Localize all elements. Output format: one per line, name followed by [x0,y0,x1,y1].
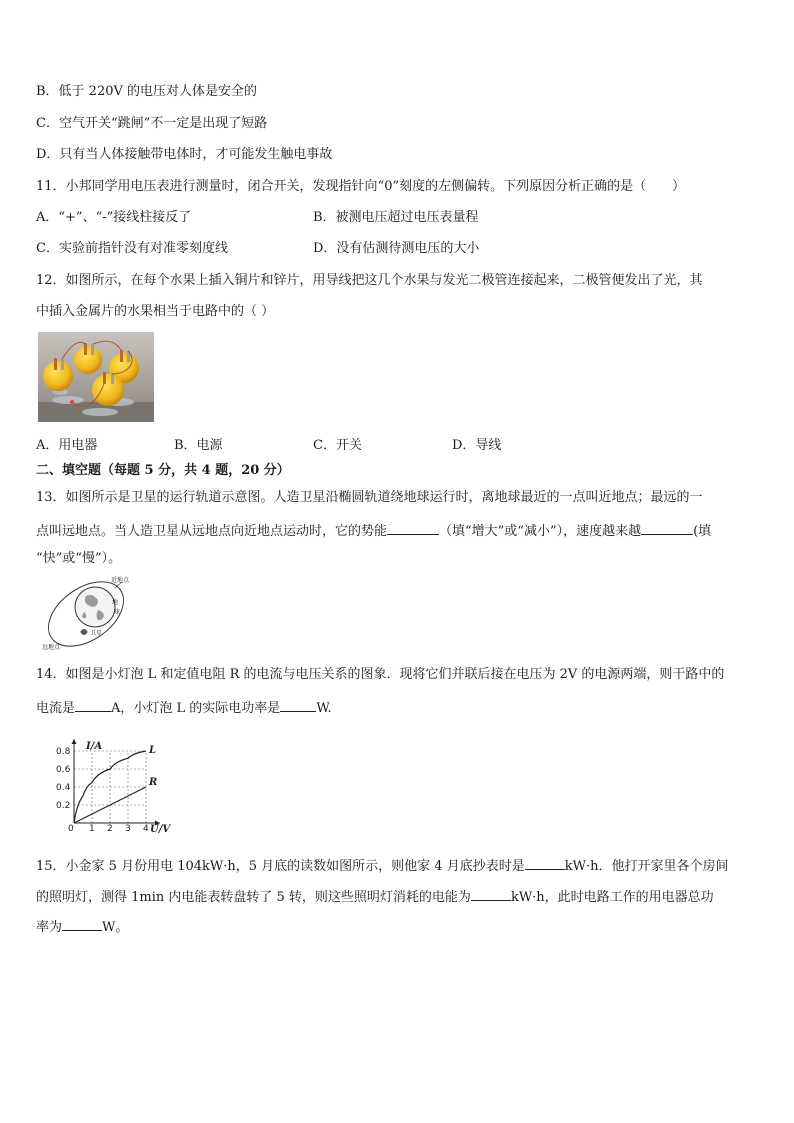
q12-stem-line1: 12．如图所示，在每个水果上插入铜片和锌片，用导线把这几个水果与发光二极管连接起来，二极管便发出了光，其 [36,273,703,288]
satellite-orbit-diagram [40,572,142,652]
q15-text-f: W。 [102,920,129,935]
chart-series [74,745,157,823]
q12-option-c: C．开关 [313,438,362,453]
x-tick-2: 2 [107,824,113,834]
q12-option-d: D．导线 [452,438,502,453]
q11-stem: 11．小邦同学用电压表进行测量时，闭合开关，发现指针向“0”刻度的左侧偏转。下列原因分析正确的是（ ） [36,179,686,194]
section-2-title: 二、填空题（每题 5 分，共 4 题，20 分） [36,463,290,478]
chart-axes [72,739,161,826]
x-tick-3: 3 [125,824,131,834]
q13-text-b: （填“增大”或“减小”），速度越来越 [439,524,642,539]
q12-option-b: B．电源 [174,438,223,453]
q11-option-a: A．“+”、“-”接线柱接反了 [36,210,192,225]
q15-line1 [36,856,728,875]
q14-line1: 14．如图是小灯泡 L 和定值电阻 R 的电流与电压关系的图象．现将它们并联后接在电压为 2V 的电源两端，则干路中的 [36,667,725,682]
q15-blank-1[interactable] [525,856,565,870]
y-axis-arrow [72,739,77,744]
q10-option-b: B．低于 220V 的电压对人体是安全的 [36,84,258,99]
x-tick-4: 4 [143,824,149,834]
y-tick-2: 0.6 [56,765,71,775]
chart-ticks [56,747,149,834]
satellite-label: 卫星 [90,630,103,637]
q11-option-b: B．被测电压超过电压表量程 [313,210,479,225]
far-point-label: 远地点 [42,644,61,651]
q13-text-c: (填 [693,524,712,539]
q14-text-a: 电流是 [36,701,76,716]
q14-text-b: A，小灯泡 L 的实际电功率是 [111,701,281,716]
q13-blank-1[interactable] [387,521,439,535]
q11-option-d: D．没有估测待测电压的大小 [313,241,480,256]
x-axis-label: U/V [150,824,171,835]
y-tick-3: 0.8 [56,747,71,757]
q15-text-e: 率为 [36,920,63,935]
q11-option-c: C．实验前指针没有对准零刻度线 [36,241,228,256]
q13-text-a: 点叫远地点。当人造卫星从远地点向近地点运动时，它的势能 [36,524,388,539]
q14-text-c: W. [316,701,332,716]
q14-blank-1[interactable] [75,698,111,712]
earth-label-2: 球 [114,609,121,616]
q12-stem-line2: 中插入金属片的水果相当于电路中的（ ） [36,304,275,319]
q10-option-d: D．只有当人体接触带电体时，才可能发生触电事故 [36,147,333,162]
q13-blank-2[interactable] [641,521,693,535]
iv-chart [56,735,176,835]
y-tick-0: 0.2 [56,801,71,811]
q15-text-b: kW·h．他打开家里各个房间 [564,859,729,874]
q13-line2 [36,521,711,540]
earth-label-1: 地 [112,599,119,606]
q15-blank-2[interactable] [471,887,511,901]
q13-line3: “快”或“慢”）。 [36,551,122,566]
q13-line1: 13．如图所示是卫星的运行轨道示意图。人造卫星沿椭圆轨道绕地球运行时，离地球最近的一点叫近地点；最远的一 [36,490,703,505]
q14-blank-2[interactable] [280,698,316,712]
q15-text-d: kW·h，此时电路工作的用电器总功 [510,890,714,905]
near-point-label: 近地点 [111,577,130,584]
y-tick-1: 0.4 [56,783,71,793]
series-label-L: L [149,745,157,756]
x-tick-1: 1 [89,824,95,834]
x-tick-0: 0 [68,824,74,834]
q12-option-a: A．用电器 [36,438,98,453]
q15-text-a: 15．小金家 5 月份用电 104kW·h，5 月底的读数如图所示，则他家 4 月底抄表时是 [36,859,525,874]
q15-line2 [36,887,714,906]
q10-option-c: C．空气开关“跳闸”不一定是出现了短路 [36,116,268,131]
q15-line3 [36,917,128,936]
q14-line2 [36,698,332,717]
y-axis-label: I/A [86,741,103,752]
chart-grid [74,751,146,823]
fruit-battery-photo [38,332,154,422]
q15-text-c: 的照明灯，测得 1min 内电能表转盘转了 5 转，则这些照明灯消耗的电能为 [36,890,471,905]
series-label-R: R [149,777,158,788]
q15-blank-3[interactable] [62,917,102,931]
